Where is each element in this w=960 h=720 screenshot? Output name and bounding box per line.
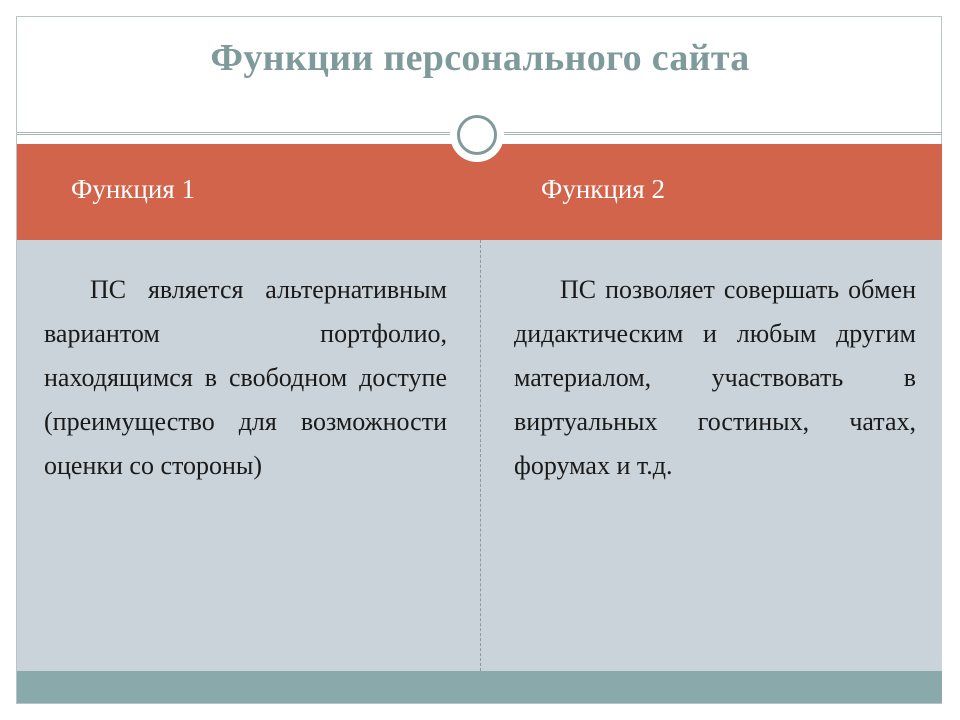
circle-ring-icon [450, 108, 504, 162]
column-header-function-1: Функция 1 [71, 174, 195, 204]
cell-function-2-text: ПС позволяет совершать обмен дидактическим и любым другим материалом, участвовать в виртуальных гостиных, чатах, форумах и т.д. [514, 275, 916, 480]
column-separator [480, 240, 481, 671]
footer-band [17, 671, 942, 703]
slide-title: Функции персонального сайта [210, 37, 750, 79]
cell-function-1-text: ПС является альтернативным вариантом портфолио, находящимся в свободном доступе (преимущество для возможности оценки со стороны) [44, 275, 447, 480]
column-header-function-2: Функция 2 [541, 174, 665, 204]
